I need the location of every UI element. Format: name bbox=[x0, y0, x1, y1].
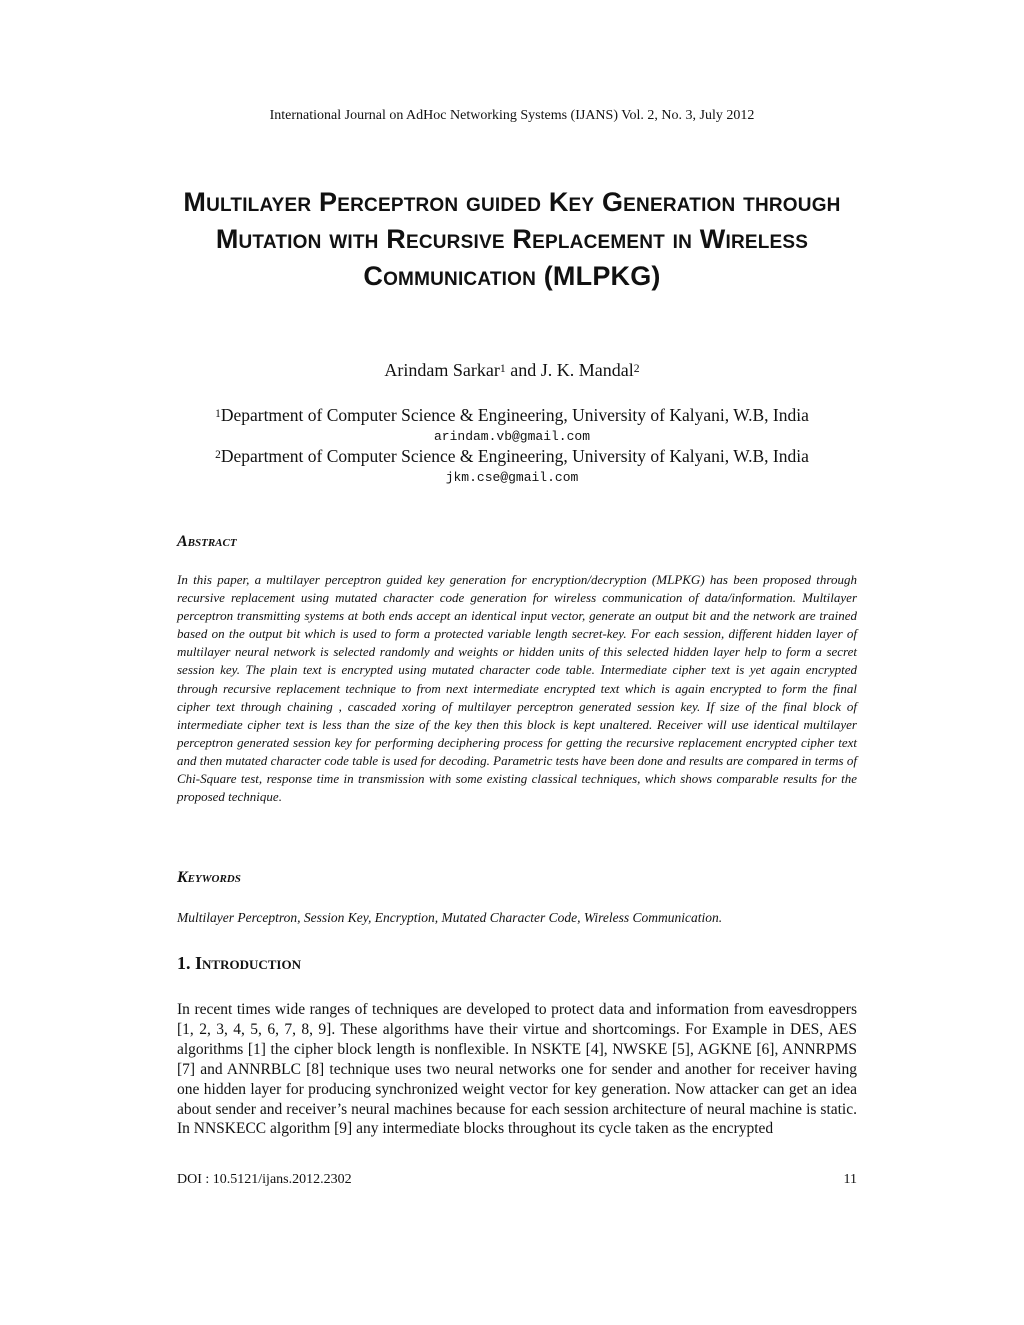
keywords-heading: Keywords bbox=[177, 869, 241, 886]
affiliation-1-superscript: 1 bbox=[215, 408, 221, 421]
paper-title: Multilayer Perceptron guided Key Generation through Mutation with Recursive Replacement in Wireless Communication (MLPKG) bbox=[183, 187, 841, 291]
doi-text: DOI : 10.5121/ijans.2012.2302 bbox=[177, 1172, 352, 1187]
abstract-body: In this paper, a multilayer perceptron guided key generation for encryption/decryption (MLPKG) has been proposed through recursive replacement using mutated character code generation for wireless communication of data/information. Multilayer perceptron transmitting systems at both ends accept an identical input vector, generate an output bit and the network are trained based on the output bit which is used to form a protected variable length secret-key. For each session, different hidden layer of multilayer neural network is selected randomly and weights or hidden units of this selected hidden layer help to form a secret session key. The plain text is encrypted using mutated character code table. Intermediate cipher text is yet again encrypted through recursive replacement technique to from next intermediate encrypted text which is again encrypted to form the final cipher text through chaining , cascaded xoring of multilayer perceptron generated session key. If size of the final block of intermediate cipher text is less than the size of the key then this block is kept unaltered. Receiver will use identical multilayer perceptron generated session key for performing deciphering process for getting the recursive replacement encrypted cipher text and then mutated character code table is used for decoding. Parametric tests have been done and results are compared in terms of Chi-Square test, response time in transmission with some existing classical techniques, which shows comparable results for the proposed technique. bbox=[177, 572, 857, 805]
author-2-superscript: 2 bbox=[633, 361, 640, 375]
page-number: 11 bbox=[843, 1172, 857, 1187]
affiliation-2 bbox=[0, 446, 1024, 467]
author-name-2: J. K. Mandal bbox=[540, 360, 634, 380]
affiliation-2-text: Department of Computer Science & Engineering, University of Kalyani, W.B, India bbox=[220, 446, 809, 466]
introduction-body: In recent times wide ranges of techniques are developed to protect data and information from eavesdroppers [1, 2, 3, 4, 5, 6, 7, 8, 9]. These algorithms have their virtue and shortcomings. For Example in DES, AES algorithms [1] the cipher block length is nonflexible. In NSKTE [4], NWSKE [5], AGKNE [6], ANNRPMS [7] and ANNRBLC [8] technique uses two neural networks one for sender and another for receiver having one hidden layer for producing synchronized weight vector for key generation. Now attacker can get an idea about sender and receiver’s neural machines because for each session architecture of neural machine is static. In NNSKECC algorithm [9] any intermediate blocks throughout its cycle taken as the encrypted bbox=[177, 1001, 857, 1138]
affiliation-2-superscript: 2 bbox=[215, 449, 221, 462]
introduction-heading: 1. Introduction bbox=[177, 953, 301, 973]
author-line bbox=[0, 360, 1024, 381]
affiliation-1-text: Department of Computer Science & Engineering, University of Kalyani, W.B, India bbox=[220, 405, 809, 425]
author-2-email: jkm.cse@gmail.com bbox=[445, 470, 579, 485]
running-header: International Journal on AdHoc Networking Systems (IJANS) Vol. 2, No. 3, July 2012 bbox=[269, 108, 755, 123]
keywords-body: Multilayer Perceptron, Session Key, Encryption, Mutated Character Code, Wireless Communication. bbox=[177, 910, 723, 925]
author-1-email: arindam.vb@gmail.com bbox=[433, 429, 591, 444]
affiliation-1 bbox=[0, 405, 1024, 426]
abstract-heading: Abstract bbox=[177, 533, 237, 550]
author-name-1: Arindam Sarkar bbox=[384, 360, 500, 380]
author-conjunction: and bbox=[505, 360, 541, 380]
author-1-superscript: 1 bbox=[499, 361, 506, 375]
